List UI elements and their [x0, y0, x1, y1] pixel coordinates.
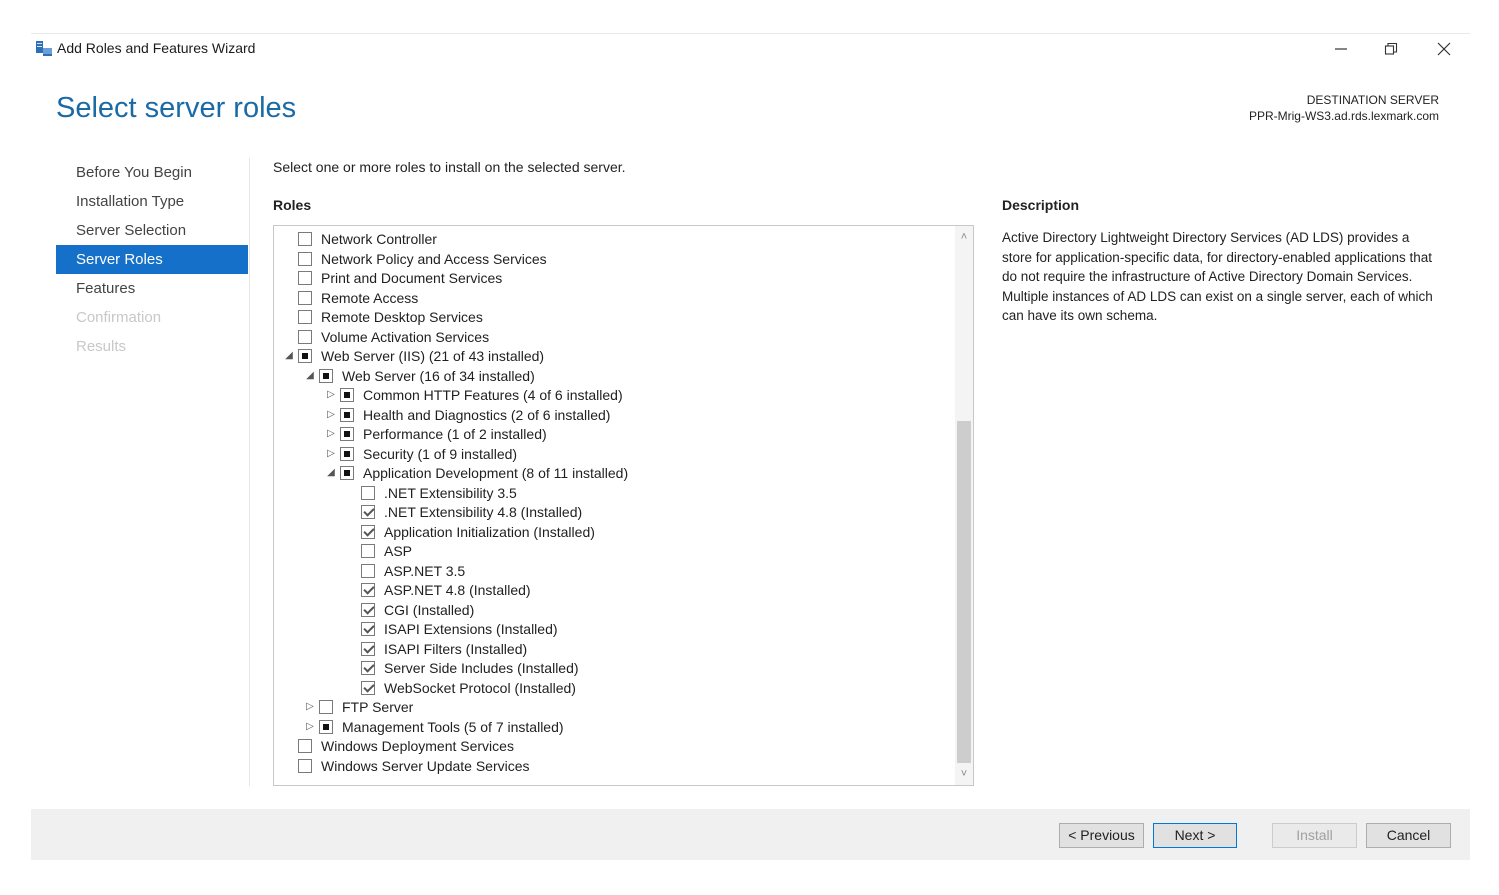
- role-checkbox[interactable]: [361, 681, 375, 695]
- minimize-icon: [1334, 42, 1348, 56]
- role-row[interactable]: [274, 367, 949, 387]
- role-row[interactable]: [274, 269, 949, 289]
- collapsed-arrow-icon[interactable]: ▷: [327, 408, 335, 420]
- role-row[interactable]: [274, 659, 949, 679]
- role-checkbox[interactable]: [340, 408, 354, 422]
- role-label: Management Tools (5 of 7 installed): [342, 718, 564, 735]
- role-label: Remote Desktop Services: [321, 309, 483, 325]
- role-label: Network Controller: [321, 231, 437, 247]
- role-checkbox[interactable]: [361, 505, 375, 519]
- title-bar: [31, 34, 1470, 64]
- role-row[interactable]: [274, 503, 949, 523]
- role-checkbox[interactable]: [361, 583, 375, 597]
- roles-tree-list[interactable]: [273, 225, 974, 786]
- restore-button[interactable]: [1371, 36, 1411, 62]
- role-checkbox[interactable]: [361, 622, 375, 636]
- role-checkbox[interactable]: [361, 544, 375, 558]
- role-checkbox[interactable]: [340, 447, 354, 461]
- role-label: Web Server (IIS) (21 of 43 installed): [321, 348, 545, 364]
- window-title: Add Roles and Features Wizard: [57, 40, 256, 56]
- role-row[interactable]: [274, 425, 949, 445]
- role-row[interactable]: [274, 328, 949, 348]
- server-manager-icon: [35, 39, 53, 57]
- role-row[interactable]: [274, 230, 949, 250]
- role-label: FTP Server: [342, 699, 414, 715]
- role-label: WebSocket Protocol (Installed): [384, 679, 576, 696]
- collapsed-arrow-icon[interactable]: ▷: [327, 447, 335, 459]
- role-row[interactable]: [274, 542, 949, 562]
- role-row[interactable]: [274, 386, 949, 406]
- close-button[interactable]: [1424, 36, 1464, 62]
- role-row[interactable]: [274, 757, 949, 777]
- roles-heading: Roles: [273, 197, 312, 213]
- nav-item-features[interactable]: Features: [76, 280, 136, 297]
- collapsed-arrow-icon[interactable]: ▷: [327, 389, 335, 400]
- role-label: ASP.NET 3.5: [384, 562, 466, 579]
- role-label: Web Server (16 of 34 installed): [342, 367, 535, 384]
- next-button[interactable]: Next >: [1153, 823, 1237, 848]
- role-label: Performance (1 of 2 installed): [363, 426, 547, 442]
- role-checkbox[interactable]: [319, 700, 333, 714]
- wizard-footer: [31, 809, 1470, 860]
- role-checkbox[interactable]: [298, 252, 312, 266]
- collapsed-arrow-icon[interactable]: ▷: [306, 720, 314, 732]
- role-label: Volume Activation Services: [321, 328, 490, 345]
- role-label: ASP.NET 4.8 (Installed): [384, 582, 531, 598]
- role-checkbox[interactable]: [298, 291, 312, 305]
- role-row[interactable]: [274, 308, 949, 328]
- role-label: Common HTTP Features (4 of 6 installed): [363, 387, 623, 403]
- role-row[interactable]: [274, 640, 949, 660]
- minimize-button[interactable]: [1321, 36, 1361, 62]
- nav-item-server-selection[interactable]: Server Selection: [76, 222, 187, 239]
- description-text: Active Directory Lightweight Directory Services (AD LDS) provides a store for application-specific data, for directory-enabled applications that do not require the infrastructure of Active Directory Domain Services. Multiple instances of AD LDS can exist on a single server, each of which can have its own schema.: [1002, 230, 1433, 323]
- expanded-arrow-icon[interactable]: ◢: [306, 369, 314, 381]
- role-label: ISAPI Filters (Installed): [384, 640, 528, 657]
- role-label: .NET Extensibility 3.5: [384, 484, 517, 501]
- nav-item-server-roles[interactable]: Server Roles: [56, 245, 248, 274]
- role-row[interactable]: [274, 523, 949, 543]
- install-button: Install: [1272, 823, 1357, 848]
- cancel-button[interactable]: Cancel: [1366, 823, 1451, 848]
- role-checkbox[interactable]: [361, 603, 375, 617]
- role-checkbox[interactable]: [361, 525, 375, 539]
- nav-divider: [249, 158, 250, 786]
- role-row[interactable]: [274, 464, 949, 484]
- role-checkbox[interactable]: [298, 739, 312, 753]
- roles-tree: [274, 230, 949, 776]
- role-row[interactable]: [274, 406, 949, 426]
- role-checkbox[interactable]: [340, 466, 354, 480]
- role-checkbox[interactable]: [361, 661, 375, 675]
- nav-item-before-you-begin[interactable]: Before You Begin: [76, 164, 192, 181]
- scroll-up-arrow-icon[interactable]: ˄: [960, 231, 968, 243]
- expanded-arrow-icon[interactable]: ◢: [327, 467, 335, 478]
- destination-server-info: [1249, 92, 1439, 124]
- role-row[interactable]: [274, 737, 949, 757]
- role-checkbox[interactable]: [298, 330, 312, 344]
- role-label: ASP: [384, 543, 413, 559]
- role-checkbox[interactable]: [361, 642, 375, 656]
- role-row[interactable]: [274, 562, 949, 582]
- role-checkbox[interactable]: [298, 232, 312, 246]
- role-row[interactable]: [274, 620, 949, 640]
- instruction-text: Select one or more roles to install on the selected server.: [273, 159, 626, 175]
- role-checkbox[interactable]: [340, 388, 354, 402]
- role-row[interactable]: [274, 718, 949, 738]
- role-checkbox[interactable]: [298, 271, 312, 285]
- role-label: CGI (Installed): [384, 601, 475, 618]
- nav-item-installation-type[interactable]: Installation Type: [76, 193, 185, 210]
- role-checkbox[interactable]: [298, 759, 312, 773]
- role-row[interactable]: [274, 601, 949, 621]
- role-label: ISAPI Extensions (Installed): [384, 621, 558, 637]
- restore-icon: [1384, 42, 1398, 56]
- role-row[interactable]: [274, 289, 949, 309]
- role-label: Application Initialization (Installed): [384, 523, 595, 540]
- collapsed-arrow-icon[interactable]: ▷: [327, 428, 335, 439]
- role-label: Remote Access: [321, 289, 419, 306]
- close-icon: [1437, 42, 1451, 56]
- role-checkbox[interactable]: [340, 427, 354, 441]
- role-checkbox[interactable]: [361, 564, 375, 578]
- role-row[interactable]: [274, 581, 949, 601]
- role-label: Network Policy and Access Services: [321, 250, 547, 267]
- role-label: Application Development (8 of 11 installed): [363, 465, 629, 481]
- role-row[interactable]: [274, 484, 949, 504]
- role-label: Health and Diagnostics (2 of 6 installed): [363, 406, 611, 423]
- role-row[interactable]: [274, 250, 949, 270]
- scroll-down-arrow-icon[interactable]: ˅: [960, 768, 968, 780]
- role-checkbox[interactable]: [319, 369, 333, 383]
- roles-scrollbar[interactable]: [955, 226, 973, 785]
- role-label: Print and Document Services: [321, 270, 503, 286]
- collapsed-arrow-icon[interactable]: ▷: [306, 701, 314, 712]
- role-label: .NET Extensibility 4.8 (Installed): [384, 504, 583, 520]
- role-checkbox[interactable]: [298, 349, 312, 363]
- description-heading: Description: [1002, 197, 1080, 213]
- role-row[interactable]: [274, 347, 949, 367]
- role-checkbox[interactable]: [361, 486, 375, 500]
- role-row[interactable]: [274, 445, 949, 465]
- nav-item-results: Results: [76, 338, 127, 355]
- role-label: Security (1 of 9 installed): [363, 445, 518, 462]
- scroll-thumb[interactable]: [957, 421, 971, 763]
- destination-label: DESTINATION SERVER: [1306, 93, 1439, 107]
- expanded-arrow-icon[interactable]: ◢: [285, 350, 293, 361]
- wizard-window: [31, 33, 1470, 860]
- role-row[interactable]: [274, 698, 949, 718]
- wizard-nav: [56, 158, 248, 361]
- page-title: Select server roles: [56, 92, 297, 124]
- role-row[interactable]: [274, 679, 949, 699]
- role-label: Windows Deployment Services: [321, 738, 514, 754]
- role-checkbox[interactable]: [298, 310, 312, 324]
- role-checkbox[interactable]: [319, 720, 333, 734]
- destination-server-name: PPR-Mrig-WS3.ad.rds.lexmark.com: [1248, 109, 1439, 123]
- role-label: Server Side Includes (Installed): [384, 660, 579, 676]
- nav-item-confirmation: Confirmation: [76, 309, 162, 326]
- previous-button[interactable]: < Previous: [1059, 823, 1144, 848]
- role-label: Windows Server Update Services: [321, 757, 530, 774]
